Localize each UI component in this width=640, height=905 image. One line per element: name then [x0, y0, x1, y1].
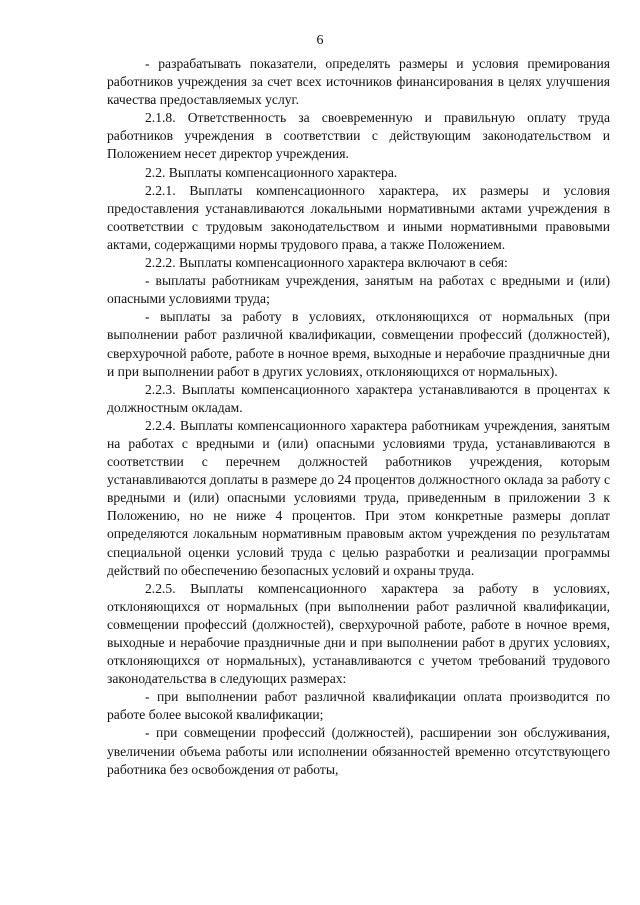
- paragraph-bullet-hazardous: - выплаты работникам учреждения, занятым на работах с вредными и (или) опасными условиями труда;: [107, 273, 610, 307]
- paragraph-2-2-5: 2.2.5. Выплаты компенсационного характера за работу в условиях, отклоняющихся от нормальных (при выполнении работ различной квалификации, совмещении профессий (должностей), сверхурочной работе, работе в ночное время, выходные и нерабочие праздничные дни и при выполнении работ в других условиях, отклоняющихся от нормальных), устанавливаются с учетом требований трудового законодательства в следующих размерах:: [107, 580, 610, 687]
- paragraph-2-2-3: 2.2.3. Выплаты компенсационного характера устанавливаются в процентах к должностным окладам.: [107, 381, 610, 415]
- paragraph-2-2-1: 2.2.1. Выплаты компенсационного характера, их размеры и условия предоставления устанавливаются локальными нормативными актами учреждения в соответствии с трудовым законодательством и иными нормативными правовыми актами, содержащими нормы трудового права, а также Положением.: [107, 182, 610, 252]
- paragraph-bullet-combination: - при совмещении профессий (должностей), расширении зон обслуживания, увеличении объема работы или исполнении обязанностей временно отсутствующего работника без освобождения от работы,: [107, 725, 610, 777]
- document-body: [107, 55, 610, 779]
- paragraph-bullet-qualification: - при выполнении работ различной квалификации оплата производится по работе более высокой квалификации;: [107, 689, 610, 723]
- paragraph-bullet-performance: - разрабатывать показатели, определять размеры и условия премирования работников учреждения за счет всех источников финансирования в целях улучшения качества предоставляемых услуг.: [107, 56, 610, 108]
- paragraph-bullet-abnormal-conditions: - выплаты за работу в условиях, отклоняющихся от нормальных (при выполнении работ различной квалификации, совмещении профессий (должностей), сверхурочной работе, работе в ночное время, выходные и нерабочие праздничные дни и при выполнении работ в других условиях, отклоняющихся от нормальных).: [107, 309, 610, 379]
- paragraph-2-2-4: 2.2.4. Выплаты компенсационного характера работникам учреждения, занятым на работах с вредными и (или) опасными условиями труда, устанавливаются в соответствии с перечнем должностей работников учреждения, которым устанавливаются доплаты в размере до 24 процентов должностного оклада за работу с вредными и (или) опасными условиями труда, приведенным в приложении 3 к Положению, но не ниже 4 процентов. При этом конкретные размеры доплат определяются локальным нормативным правовым актом учреждения по результатам специальной оценки условий труда с целью разработки и реализации программы действий по обеспечению безопасных условий и охраны труда.: [107, 417, 610, 578]
- section-heading-2-2: 2.2. Выплаты компенсационного характера.: [145, 164, 398, 180]
- paragraph-2-2-2: 2.2.2. Выплаты компенсационного характера включают в себя:: [145, 255, 508, 271]
- paragraph-2-1-8: 2.1.8. Ответственность за своевременную и правильную оплату труда работников учреждения в соответствии с действующим законодательством и Положением несет директор учреждения.: [107, 110, 610, 162]
- page-number: 6: [316, 33, 324, 48]
